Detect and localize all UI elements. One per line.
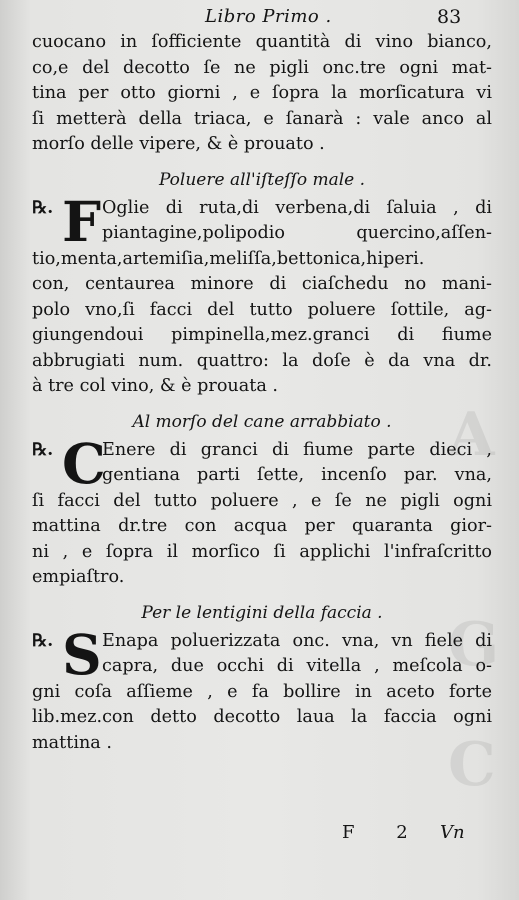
text-line: Enere di granci di fiume parte dieci , bbox=[102, 439, 492, 460]
text-line: lib.mez.con detto decotto laua la faccia ogni bbox=[32, 707, 492, 727]
text-line: piantagine,polipodio quercino,aſſen- bbox=[102, 223, 492, 243]
show-through-letter: A bbox=[448, 400, 495, 470]
text-line: Oglie di ruta,di verbena,di ſaluia , di bbox=[102, 197, 492, 218]
signature-mark: F 2 bbox=[342, 822, 426, 843]
text-line: ni , e ſopra il morſico ſi applichi l'infraſcritto bbox=[32, 541, 492, 562]
text-line: co,e del decotto ſe ne pigli onc.tre ogni mat- bbox=[32, 57, 492, 78]
text-line: empiaſtro. bbox=[32, 567, 125, 587]
text-line: tio,menta,artemiſia,meliſſa,bettonica,hiperi. bbox=[32, 248, 425, 269]
text-line: abbrugiati num. quattro: la doſe è da vna dr. bbox=[32, 350, 492, 371]
recipe-symbol: ℞. bbox=[32, 439, 54, 460]
text-line: ſi facci del tutto poluere , e ſe ne pigli ogni bbox=[32, 490, 492, 511]
drop-cap: C bbox=[62, 430, 106, 496]
recipe-symbol: ℞. bbox=[32, 630, 54, 651]
page-body bbox=[32, 30, 492, 756]
section-heading: Per le lentigini della faccia . bbox=[141, 602, 383, 623]
text-line: mattina . bbox=[32, 732, 112, 753]
text-line: à tre col vino, & è prouata . bbox=[32, 376, 278, 396]
text-line: con, centaurea minore di ciaſchedu no mani- bbox=[32, 274, 492, 294]
catchword: Vn bbox=[440, 822, 465, 843]
text-line: morſo delle vipere, & è prouato . bbox=[32, 134, 325, 154]
recipe-paragraph bbox=[32, 188, 492, 400]
text-line: ſi metterà della triaca, e ſanarà : vale anco al bbox=[32, 108, 492, 129]
running-title: Libro Primo . bbox=[205, 6, 332, 27]
text-line: mattina dr.tre con acqua per quaranta gior- bbox=[32, 516, 492, 536]
drop-cap: S bbox=[62, 621, 102, 687]
show-through-letter: C bbox=[448, 730, 496, 800]
section-heading: Al morſo del cane arrabbiato . bbox=[132, 411, 392, 432]
show-through-letter: G bbox=[448, 610, 500, 680]
page-footer bbox=[0, 822, 519, 850]
text-line: giungendoui pimpinella,mez.granci di fiume bbox=[32, 325, 492, 345]
text-line: cuocano in ſofficiente quantità di vino bianco, bbox=[32, 32, 492, 52]
page-header bbox=[0, 4, 519, 30]
text-line: capra, due occhi di vitella , meſcola o- bbox=[102, 656, 492, 676]
text-line: gentiana parti ſette, incenſo par. vna, bbox=[102, 465, 492, 485]
text-line: polo vno,ſi facci del tutto poluere ſottile, ag- bbox=[32, 299, 492, 320]
page-number: 83 bbox=[437, 6, 462, 28]
text-line: tina per otto giorni , e ſopra la morſicatura vi bbox=[32, 83, 492, 103]
drop-cap: F bbox=[62, 188, 102, 254]
text-line: gni coſa aſſieme , e fa bollire in aceto forte bbox=[32, 681, 492, 702]
intro-paragraph bbox=[32, 30, 492, 158]
section-heading: Poluere all'iſteſſo male . bbox=[158, 169, 366, 190]
recipe-symbol: ℞. bbox=[32, 197, 54, 218]
text-line: Enapa poluerizzata onc. vna, vn fiele di bbox=[102, 630, 492, 651]
recipe-paragraph bbox=[32, 621, 492, 757]
recipe-paragraph bbox=[32, 430, 492, 591]
